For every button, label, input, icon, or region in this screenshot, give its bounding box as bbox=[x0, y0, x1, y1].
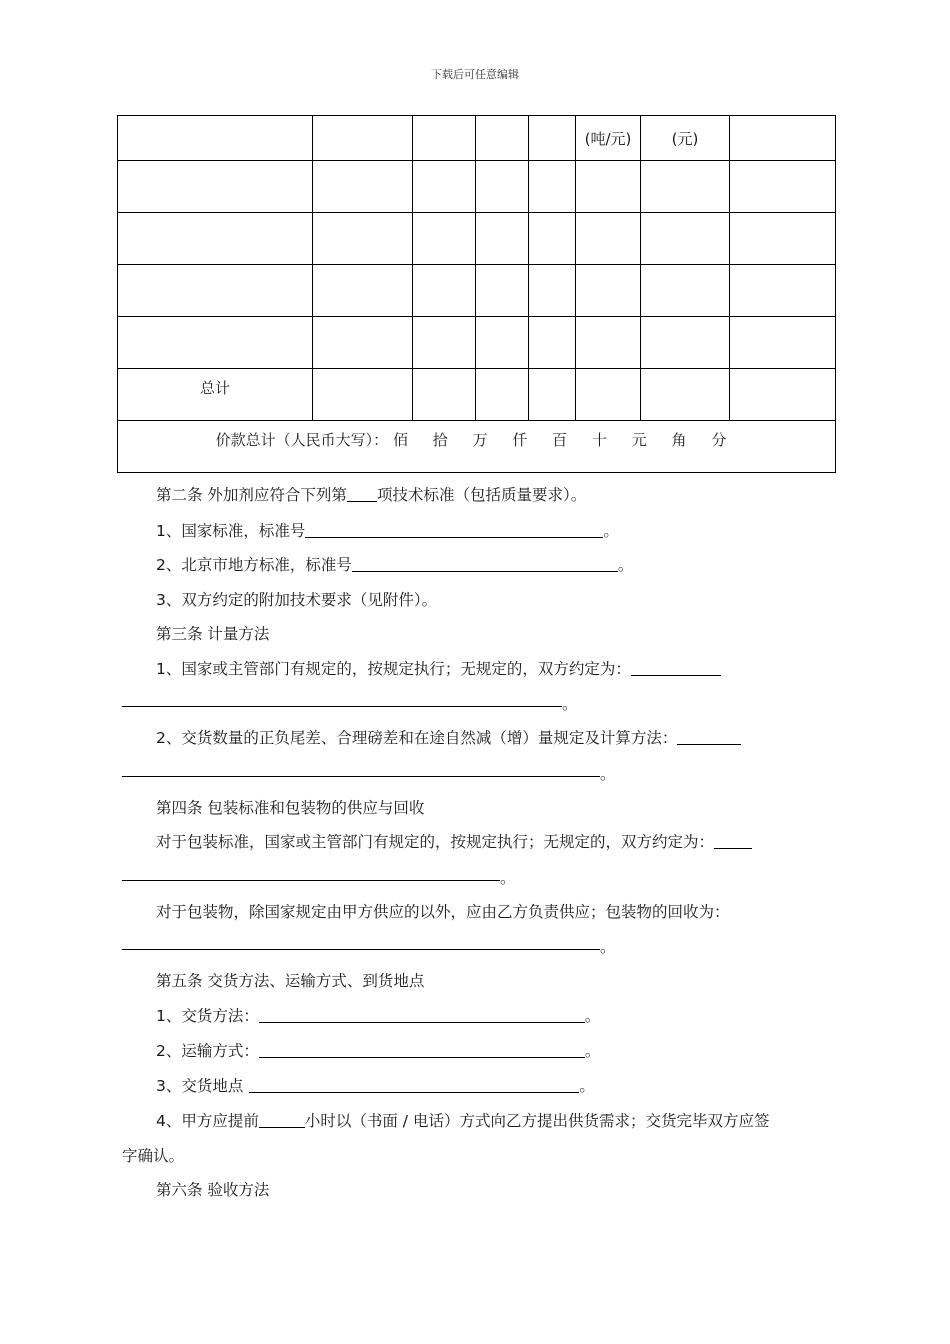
measure-agreement-blank[interactable] bbox=[631, 660, 721, 676]
article4-title: 第四条 包装标准和包装物的供应与回收 bbox=[156, 799, 425, 817]
table-row bbox=[118, 265, 836, 317]
amount-unit: 万 bbox=[472, 431, 488, 449]
article5-item3: 3、交货地点 。 bbox=[156, 1077, 595, 1095]
total-label: 总计 bbox=[118, 369, 313, 421]
amount-header: (元) bbox=[641, 116, 730, 161]
article2-title: 第二条 外加剂应符合下列第 项技术标准（包括质量要求）。 bbox=[156, 486, 587, 504]
delivery-location-blank[interactable] bbox=[249, 1077, 579, 1093]
tolerance-method-blank-line[interactable] bbox=[122, 776, 600, 777]
article3-item2: 2、交货数量的正负尾差、合理磅差和在途自然减（增）量规定及计算方法： bbox=[156, 726, 741, 748]
article2-item3: 3、双方约定的附加技术要求（见附件）。 bbox=[156, 591, 438, 609]
standard-count-blank[interactable] bbox=[347, 486, 377, 502]
table-row bbox=[118, 317, 836, 369]
table-cell bbox=[529, 116, 576, 161]
article2-item1: 1、国家标准，标准号 。 bbox=[156, 522, 619, 540]
article5-item4: 4、甲方应提前 小时以（书面 / 电话）方式向乙方提出供货需求；交货完毕双方应签 bbox=[156, 1112, 770, 1130]
amount-total-row bbox=[118, 421, 836, 473]
amount-unit: 元 bbox=[631, 431, 647, 449]
table-row bbox=[118, 213, 836, 265]
amount-unit: 分 bbox=[711, 431, 727, 449]
measure-agreement-blank-line[interactable] bbox=[122, 706, 562, 707]
amount-unit: 仟 bbox=[512, 431, 528, 449]
period-mark: 。 bbox=[600, 765, 616, 783]
amount-unit: 角 bbox=[671, 431, 687, 449]
amount-unit: 拾 bbox=[432, 431, 448, 449]
table-cell bbox=[476, 116, 529, 161]
local-standard-blank[interactable] bbox=[352, 556, 618, 572]
period-mark: 。 bbox=[562, 695, 578, 713]
packaging-return-blank-line[interactable] bbox=[122, 949, 600, 950]
period-mark: 。 bbox=[500, 869, 516, 887]
article3-title: 第三条 计量方法 bbox=[156, 625, 270, 643]
article5-item1: 1、交货方法： 。 bbox=[156, 1007, 601, 1025]
total-row bbox=[118, 369, 836, 421]
amount-unit: 百 bbox=[552, 431, 568, 449]
period-mark: 。 bbox=[600, 938, 616, 956]
table-cell bbox=[413, 116, 476, 161]
amount-unit: 十 bbox=[591, 431, 607, 449]
article5-item2: 2、运输方式： 。 bbox=[156, 1042, 601, 1060]
tolerance-method-blank[interactable] bbox=[677, 729, 741, 745]
amount-unit: 佰 bbox=[392, 431, 408, 449]
article5-title: 第五条 交货方法、运输方式、到货地点 bbox=[156, 972, 425, 990]
article6-title: 第六条 验收方法 bbox=[156, 1181, 270, 1199]
advance-hours-blank[interactable] bbox=[259, 1112, 305, 1128]
table-cell bbox=[118, 116, 313, 161]
goods-table bbox=[117, 115, 836, 473]
table-cell bbox=[313, 116, 413, 161]
transport-method-blank[interactable] bbox=[259, 1042, 585, 1058]
page-header-note: 下载后可任意编辑 bbox=[431, 68, 519, 81]
article2-item2: 2、北京市地方标准，标准号 。 bbox=[156, 556, 634, 574]
table-header-row bbox=[118, 116, 836, 161]
article4-para2: 对于包装物，除国家规定由甲方供应的以外，应由乙方负责供应；包装物的回收为： bbox=[156, 903, 730, 921]
packaging-standard-blank-line[interactable] bbox=[122, 880, 500, 881]
unit-price-header: (吨/元) bbox=[576, 116, 641, 161]
article3-item1: 1、国家或主管部门有规定的，按规定执行；无规定的，双方约定为： bbox=[156, 657, 721, 679]
article5-item4-continued: 字确认。 bbox=[122, 1147, 185, 1165]
table-cell bbox=[730, 116, 836, 161]
article4-para1: 对于包装标准，国家或主管部门有规定的，按规定执行；无规定的，双方约定为： bbox=[156, 830, 752, 852]
packaging-standard-blank[interactable] bbox=[714, 833, 752, 849]
delivery-method-blank[interactable] bbox=[259, 1007, 585, 1023]
national-standard-blank[interactable] bbox=[305, 522, 603, 538]
amount-total-label: 价款总计（人民币大写）： bbox=[215, 431, 389, 449]
table-row bbox=[118, 161, 836, 213]
